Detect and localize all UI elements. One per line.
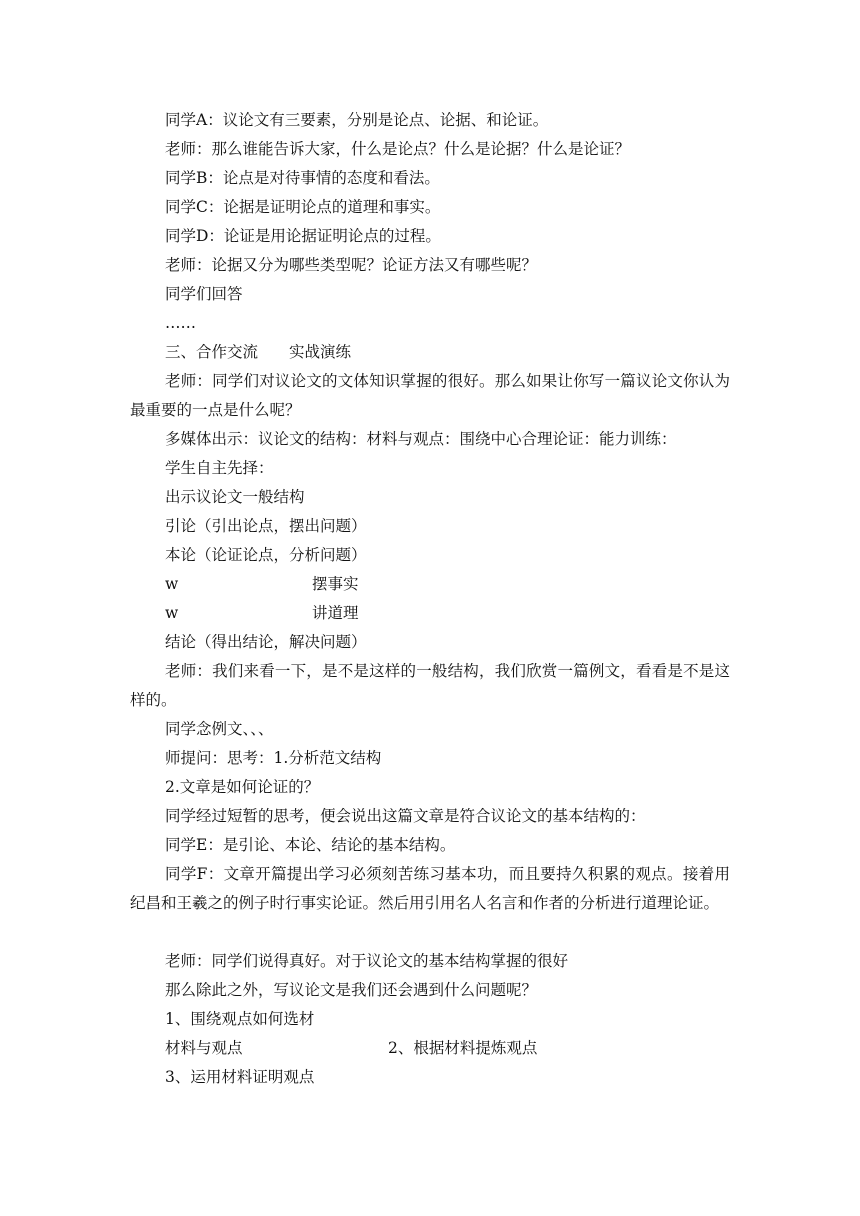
text-line: 多媒体出示：议论文的结构：材料与观点：围绕中心合理论证：能力训练：	[165, 430, 677, 448]
text-line: 同学C：论据是证明论点的道理和事实。	[165, 198, 441, 216]
text-paragraph: 同学F：文章开篇提出学习必须刻苦练习基本功，而且要持久积累的观点。接着用纪昌和王羲之的例子时行事实论证。然后用引用名人名言和作者的分析进行道理论证。	[130, 865, 730, 912]
text-paragraph: 老师：同学们对议论文的文体知识掌握的很好。那么如果让你写一篇议论文你认为最重要的一点是什么呢？	[130, 372, 730, 419]
section-heading: 三、合作交流 实战演练	[165, 343, 352, 361]
text-line: 老师：同学们说得真好。对于议论文的基本结构掌握的很好	[165, 952, 569, 970]
text-line: 那么除此之外，写议论文是我们还会遇到什么问题呢？	[165, 981, 538, 999]
text-line: ……	[165, 314, 196, 332]
text-line: 同学D：论证是用论据证明论点的过程。	[165, 227, 441, 245]
text-line: 师提问：思考：1.分析范文结构	[165, 749, 382, 767]
text-line: 同学念例文、、、	[165, 720, 274, 738]
text-line: 3、运用材料证明观点	[165, 1068, 315, 1086]
text-line: 2、根据材料提炼观点	[388, 1039, 538, 1057]
text-paragraph: 老师：我们来看一下，是不是这样的一般结构，我们欣赏一篇例文，看看是不是这样的。	[130, 662, 730, 709]
text-line: w	[165, 604, 179, 622]
text-line: w	[165, 575, 179, 593]
text-line: 结论（得出结论，解决问题）	[165, 633, 367, 651]
text-line: 同学B：论点是对待事情的态度和看法。	[165, 169, 440, 187]
text-line: 同学E：是引论、本论、结论的基本结构。	[165, 836, 456, 854]
text-line: 摆事实	[312, 575, 359, 593]
text-line: 同学们回答	[165, 285, 243, 303]
text-line: 同学A：议论文有三要素，分别是论点、论据、和论证。	[165, 111, 549, 129]
text-line: 1、围绕观点如何选材	[165, 1010, 315, 1028]
text-line: 讲道理	[312, 604, 359, 622]
text-line: 老师：那么谁能告诉大家，什么是论点？什么是论据？什么是论证？	[165, 140, 631, 158]
text-line: 出示议论文一般结构	[165, 488, 305, 506]
text-line: 本论（论证论点，分析问题）	[165, 546, 367, 564]
text-line: 学生自主先择：	[165, 459, 274, 477]
text-line: 2.文章是如何论证的？	[165, 778, 320, 796]
text-line: 同学经过短暂的思考，便会说出这篇文章是符合议论文的基本结构的：	[165, 807, 646, 825]
text-line: 引论（引出论点，摆出问题）	[165, 517, 367, 535]
text-line: 老师：论据又分为哪些类型呢？论证方法又有哪些呢？	[165, 256, 538, 274]
text-line: 材料与观点	[165, 1039, 243, 1057]
